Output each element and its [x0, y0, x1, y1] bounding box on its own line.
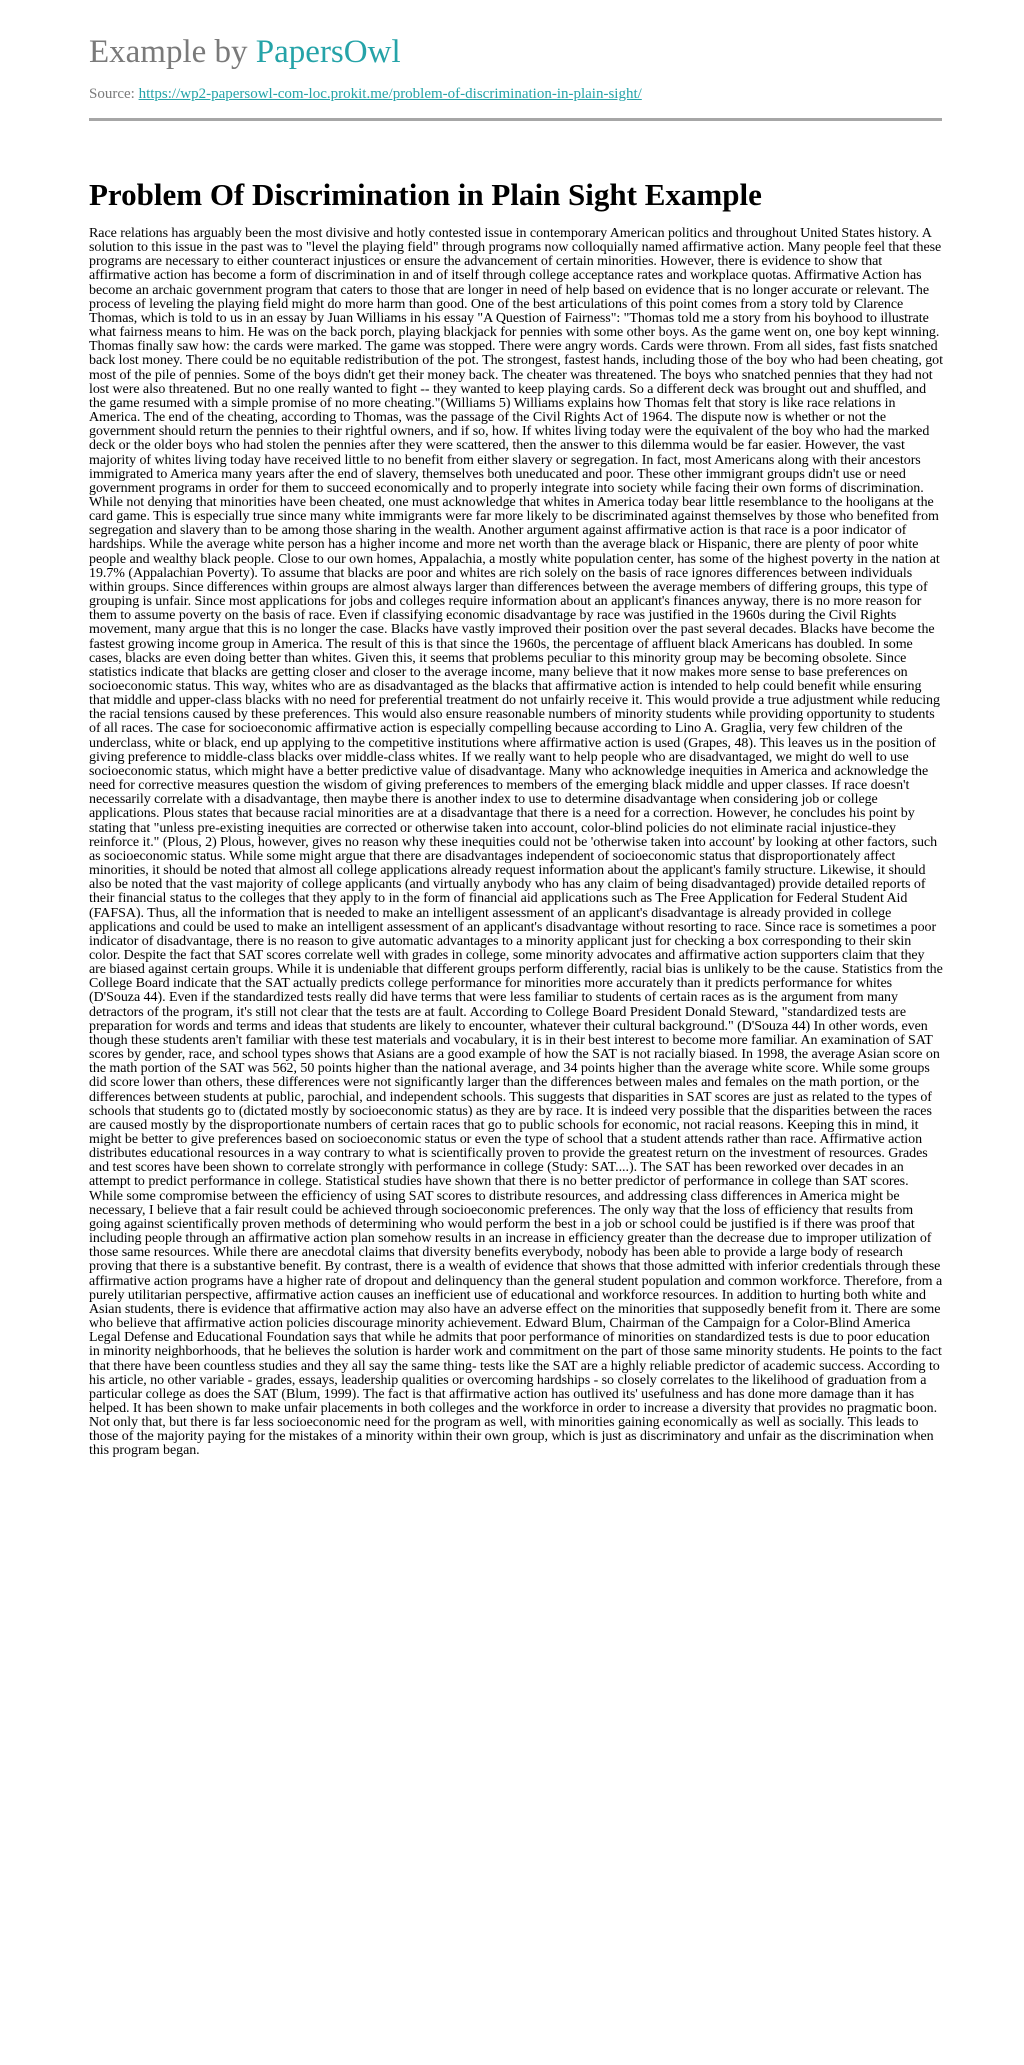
- source-label: Source:: [89, 86, 139, 102]
- article-body: Race relations has arguably been the most divisive and hotly contested issue in contemporary American politics and throughout United States history. A solution to this issue in the past was to "level the playing field" through programs now colloquially named affirmative action. Many people feel that these programs are necessary to either counteract injustices or ensure the advancement of certain minorities. However, there is evidence to show that affirmative action has become a form of discrimination in and of itself through college acceptance rates and workplace quotas. Affirmative Action has become an archaic government program that caters to those that are longer in need of help based on evidence that is no longer accurate or relevant. The process of leveling the playing field might do more harm than good. One of the best articulations of this point comes from a story told by Clarence Thomas, which is told to us in an essay by Juan Williams in his essay "A Question of Fairness": "Thomas told me a story from his boyhood to illustrate what fairness means to him. He was on the back porch, playing blackjack for pennies with some other boys. As the game went on, one boy kept winning. Thomas finally saw how: the cards were marked. The game was stopped. There were angry words. Cards were thrown. From all sides, fast fists snatched back lost money. There could be no equitable redistribution of the pot. The strongest, fastest hands, including those of the boy who had been cheating, got most of the pile of pennies. Some of the boys didn't get their money back. The cheater was threatened. The boys who snatched pennies that they had not lost were also threatened. But no one really wanted to fight -- they wanted to keep playing cards. So a different deck was brought out and shuffled, and the game resumed with a simple promise of no more cheating."(Williams 5) Williams explains how Thomas felt that story is like race relations in America. The end of the cheating, according to Thomas, was the passage of the Civil Rights Act of 1964. The dispute now is whether or not the government should return the pennies to their rightful owners, and if so, how. If whites living today were the equivalent of the boy who had the marked deck or the older boys who had stolen the pennies after they were scattered, then the answer to this dilemma would be far easier. However, the vast majority of whites living today have received little to no benefit from either slavery or segregation. In fact, most Americans along with their ancestors immigrated to America many years after the end of slavery, themselves both uneducated and poor. These other immigrant groups didn't use or need government programs in order for them to succeed economically and to properly integrate into society while facing their own forms of discrimination. While not denying that minorities have been cheated, one must acknowledge that whites in America today bear little resemblance to the hooligans at the card game. This is especially true since many white immigrants were far more likely to be discriminated against themselves by those who benefited from segregation and slavery than to be among those sharing in the wealth. Another argument against affirmative action is that race is a poor indicator of hardships. While the average white person has a higher income and more net worth than the average black or Hispanic, there are plenty of poor white people and wealthy black people. Close to our own homes, Appalachia, a mostly white population center, has some of the highest poverty in the nation at 19.7% (Appalachian Poverty). To assume that blacks are poor and whites are rich solely on the basis of race ignores differences between individuals within groups. Since differences within groups are almost always larger than differences between the average members of differing groups, this type of grouping is unfair. Since most applications for jobs and colleges require information about an applicant's finances anyway, there is no more reason for them to assume poverty on the basis of race. Even if classifying economic disadvantage by race was justified in the 1960s during the Civil Rights movement, many argue that this is no longer the case. Blacks have vastly improved their position over the past several decades. Blacks have become the fastest growing income group in America. The result of this is that since the 1960s, the percentage of affluent black Americans has doubled. In some cases, blacks are even doing better than whites. Given this, it seems that problems peculiar to this minority group may be becoming obsolete. Since statistics indicate that blacks are getting closer and closer to the average income, many believe that it now makes more sense to base preferences on socioeconomic status. This way, whites who are as disadvantaged as the blacks that affirmative action is intended to help could benefit while ensuring that middle and upper-class blacks with no need for preferential treatment do not unfairly receive it. This would provide a true adjustment while reducing the racial tensions caused by these preferences. This would also ensure reasonable numbers of minority students while providing opportunity to students of all races. The case for socioeconomic affirmative action is especially compelling because according to Lino A. Graglia, very few children of the underclass, white or black, end up applying to the competitive institutions where affirmative action is used (Grapes, 48). This leaves us in the position of giving preference to middle-class blacks over middle-class whites. If we really want to help people who are disadvantaged, we might do well to use socioeconomic status, which might have a better predictive value of disadvantage. Many who acknowledge inequities in America and acknowledge the need for corrective measures question the wisdom of giving preferences to members of the emerging black middle and upper classes. If race doesn't necessarily correlate with a disadvantage, then maybe there is another index to use to determine disadvantage when considering job or college applications. Plous states that because racial minorities are at a disadvantage that there is a need for a correction. However, he concludes his point by stating that "unless pre-existing inequities are corrected or otherwise taken into account, color-blind policies do not eliminate racial injustice-they reinforce it." (Plous, 2) Plous, however, gives no reason why these inequities could not be 'otherwise taken into account' by looking at other factors, such as socioeconomic status. While some might argue that there are disadvantages independent of socioeconomic status that disproportionately affect minorities, it should be noted that almost all college applications already request information about the applicant's family structure. Likewise, it should also be noted that the vast majority of college applicants (and virtually anybody who has any claim of being disadvantaged) provide detailed reports of their financial status to the colleges that they apply to in the form of financial aid applications such as The Free Application for Federal Student Aid (FAFSA). Thus, all the information that is needed to make an intelligent assessment of an applicant's disadvantage is already provided in college applications and could be used to make an intelligent assessment of an applicant's disadvantage without resorting to race. Since race is sometimes a poor indicator of disadvantage, there is no reason to give automatic advantages to a minority applicant just for checking a box corresponding to their skin color. Despite the fact that SAT scores correlate well with grades in college, some minority advocates and affirmative action supporters claim that they are biased against certain groups. While it is undeniable that different groups perform differently, racial bias is unlikely to be the cause. Statistics from the College Board indicate that the SAT actually predicts college performance for minorities more accurately than it predicts performance for whites (D'Souza 44). Even if the standardized tests really did have terms that were less familiar to students of certain races as is the argument from many detractors of the program, it's still not clear that the tests are at fault. According to College Board President Donald Steward, "standardized tests are preparation for words and terms and ideas that students are likely to encounter, whatever their cultural background." (D'Souza 44) In other words, even though these students aren't familiar with these test materials and vocabulary, it is in their best interest to become more familiar. An examination of SAT scores by gender, race, and school types shows that Asians are a good example of how the SAT is not racially biased. In 1998, the average Asian score on the math portion of the SAT was 562, 50 points higher than the national average, and 34 points higher than the average white score. While some groups did score lower than others, these differences were not significantly larger than the differences between males and females on the math portion, or the differences between students at public, parochial, and independent schools. This suggests that disparities in SAT scores are just as related to the types of schools that students go to (dictated mostly by socioeconomic status) as they are by race. It is indeed very possible that the disparities between the races are caused mostly by the disproportionate numbers of certain races that go to public schools for economic, not racial reasons. Keeping this in mind, it might be better to give preferences based on socioeconomic status or even the type of school that a student attends rather than race. Affirmative action distributes educational resources in a way contrary to what is scientifically proven to provide the greatest return on the investment of resources. Grades and test scores have been shown to correlate strongly with performance in college (Study: SAT....). The SAT has been reworked over decades in an attempt to predict performance in college. Statistical studies have shown that there is no better predictor of performance in college than SAT scores. While some compromise between the efficiency of using SAT scores to distribute resources, and addressing class differences in America might be necessary, I believe that a fair result could be achieved through socioeconomic preferences. The only way that the loss of efficiency that results from going against scientifically proven methods of determining who would perform the best in a job or school could be justified is if there was proof that including people through an affirmative action plan somehow results in an increase in efficiency greater than the decrease due to improper utilization of those same resources. While there are anecdotal claims that diversity benefits everybody, nobody has been able to provide a large body of research proving that there is a substantive benefit. By contrast, there is a wealth of evidence that shows that those admitted with inferior credentials through these affirmative action programs have a higher rate of dropout and delinquency than the general student population and common workforce. Therefore, from a purely utilitarian perspective, affirmative action causes an inefficient use of educational and workforce resources. In addition to hurting both white and Asian students, there is evidence that affirmative action may also have an adverse effect on the minorities that supposedly benefit from it. There are some who believe that affirmative action policies discourage minority achievement. Edward Blum, Chairman of the Campaign for a Color-Blind America Legal Defense and Educational Foundation says that while he admits that poor performance of minorities on standardized tests is due to poor education in minority neighborhoods, that he believes the solution is harder work and commitment on the part of those same minority students. He points to the fact that there have been countless studies and they all say the same thing- tests like the SAT are a highly reliable predictor of academic success. According to his article, no other variable - grades, essays, leadership qualities or overcoming hardships - so closely correlates to the likelihood of graduation from a particular college as does the SAT (Blum, 1999). The fact is that affirmative action has outlived its' usefulness and has done more damage than it has helped. It has been shown to make unfair placements in both colleges and the workforce in order to increase a diversity that provides no pragmatic boon. Not only that, but there is far less socioeconomic need for the program as well, with minorities gaining economically as well as socially. This leads to those of the majority paying for the mistakes of a minority within their own group, which is just as discriminatory and unfair as the discrimination when this program began.: [89, 226, 943, 1459]
- site-brand: [89, 30, 953, 74]
- brand-name-link[interactable]: PapersOwl: [255, 34, 401, 70]
- source-line: [89, 84, 953, 104]
- source-link[interactable]: https://wp2-papersowl-com-loc.prokit.me/problem-of-discrimination-in-plain-sight/: [138, 86, 642, 102]
- brand-prefix: Example by: [89, 34, 256, 70]
- header-divider: [89, 118, 942, 121]
- article-title: Problem Of Discrimination in Plain Sight Example: [89, 177, 762, 212]
- page: [89, 0, 953, 1459]
